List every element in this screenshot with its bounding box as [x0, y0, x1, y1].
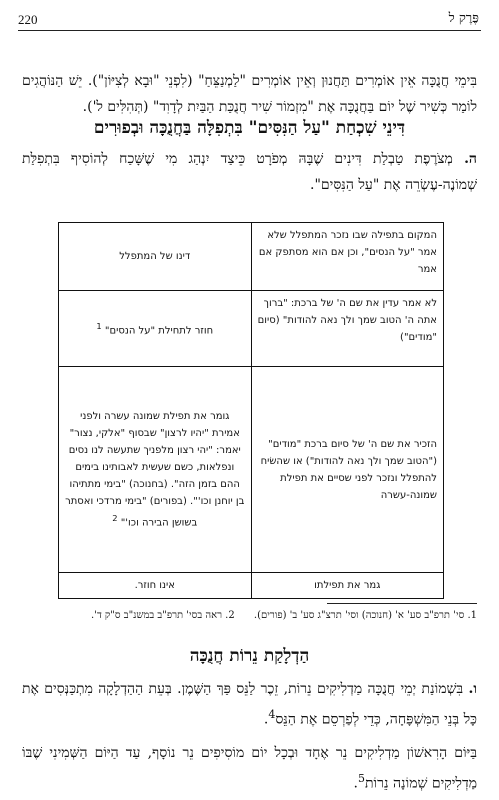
table-cell-law-text: חוזר לתחילת "על הנסים" — [104, 325, 214, 337]
footnote-divider — [327, 603, 477, 604]
paragraph-he — [22, 146, 477, 198]
table-cell-place: גמר את תפילתו — [251, 573, 444, 599]
rules-table — [58, 222, 444, 599]
intro-paragraph: בִּימֵי חֲנֻכָּה אֵין אוֹמְרִים תַּחֲנוּן וְאֵין אוֹמְרִים "לַמְנַצֵּחַ" (לִפְנֵי "וּבָא לְצִיּוֹן"). יֵשׁ הַנּוֹהֲגִים לוֹמַר כְּשִׁיר שֶׁל יוֹם בַּחֲנֻכָּה אֶת "מִזְמוֹר שִׁיר חֲנֻכַּת הַבַּיִת לְדָוִד" (תְּהִלִּים ל'). — [22, 73, 477, 115]
header-divider — [18, 30, 481, 31]
paragraph-letter: ו. — [468, 681, 477, 697]
table-row — [59, 367, 444, 573]
paragraph-text: בַּיּוֹם הָרִאשׁוֹן מַדְלִיקִים נֵר אֶחָד וּבְכָל יוֹם מוֹסִיפִים נֵר נוֹסָף, עַד הַיּוֹם הַשְּׁמִינִי שֶׁבּוֹ מַדְלִיקִים שְׁמוֹנָה נֵרוֹת — [22, 745, 477, 792]
paragraph-vav: ו. בִּשְׁמוֹנַת יְמֵי חֲנֻכָּה מַדְלִיקִים נֵרוֹת, זֵכֶר לַנֵּס פַּךְ הַשֶּׁמֶן. בְּעֵת הַהַדְלָקָה מִתְכַּנְּסִים אֶת כָּל בְּנֵי הַמִּשְׁפָּחָה, כְּדֵי לְפַרְסֵם אֶת הַנֵּס$^4$. — [22, 681, 477, 728]
table-row — [59, 573, 444, 599]
footnote-marker: 2 — [112, 512, 118, 523]
footnotes — [22, 609, 477, 623]
paragraph-letter: ה. — [464, 151, 477, 167]
section-heading-al-hanisim: דִּינֵי שִׁכְחַת "עַל הַנִּסִּים" בִּתְפִלָּה בַּחֲנֻכָּה וּבְפוּרִים — [93, 118, 406, 138]
paragraph-candles: בַּיּוֹם הָרִאשׁוֹן מַדְלִיקִים נֵר אֶחָד וּבְכָל יוֹם מוֹסִיפִים נֵר נוֹסָף, עַד הַיּוֹם הַשְּׁמִינִי שֶׁבּוֹ מַדְלִיקִים שְׁמוֹנָה נֵרוֹת$^5$. — [22, 745, 477, 792]
table-row — [59, 291, 444, 367]
paragraph-text: בִּשְׁמוֹנַת יְמֵי חֲנֻכָּה מַדְלִיקִים נֵרוֹת, זֵכֶר לַנֵּס פַּךְ הַשֶּׁמֶן. בְּעֵת הַהַדְלָקָה מִתְכַּנְּסִים אֶת כָּל בְּנֵי הַמִּשְׁפָּחָה, כְּדֵי לְפַרְסֵם אֶת הַנֵּס — [22, 681, 477, 728]
table-cell-law — [59, 367, 252, 573]
page-number: 220 — [18, 12, 38, 27]
table-header-law: דינו של המתפלל — [59, 223, 252, 291]
footnote-marker: 1 — [96, 320, 102, 331]
footnote-1: 1. סי' תרפ"ב סע' א' (חנוכה) וסי' תרצ"ג סע' ב' (פורים). — [253, 610, 477, 621]
paragraph-text: מְצֹרֶפֶת טַבְלַת דִּינִים שֶׁבָּהּ מְפֹרָט כֵּיצַד יִנְהַג מִי שֶׁשָּׁכַח לְהוֹסִיף בִּתְפִלַּת שְׁמוֹנֶה-עֶשְׂרֵה אֶת "עַל הַנִּסִּים". — [22, 151, 477, 193]
table-cell-place: לא אמר עדין את שם ה' של ברכת: "ברוך אתה ה' הטוב שמך ולך נאה להודות" (סיום "מודים") — [251, 291, 444, 367]
section-heading-candle-lighting: הַדְלָקַת נֵרוֹת חֲנֻכָּה — [189, 646, 310, 666]
table-cell-law-text: גומר את תפילת שמונה עשרה ולפני אמירת "יהיו לרצון" שבסוף "אלקי, נצור" יאמר: "יהי רצון מלפניך שתעשה לנו נסים ונפלאות, כשם שעשית לאבותינו בימים ההם בזמן הזה". (בחנוכה) "בימי מתתיהו בן יוחנן וכו'". (בפורים) "בימי מרדכי ואסתר בשושן הבירה וכו'" — [65, 410, 245, 529]
table-cell-law — [59, 291, 252, 367]
table-header-place: המקום בתפילה שבו נזכר המתפלל שלא אמר "על הנסים", וכן אם הוא מסתפק אם אמר — [251, 223, 444, 291]
table-cell-place: הזכיר את שם ה' של סיום ברכת "מודים" ("הטוב שמך ולך נאה להודות") או שהשׂיח להתפלל ונזכר לפני שסיים את תפילת שמונה-עשרה — [251, 367, 444, 573]
chapter-label: פֶּרֶק ל — [448, 11, 479, 26]
table-header-row — [59, 223, 444, 291]
footnote-marker: 5 — [358, 772, 365, 785]
footnote-marker: 4 — [268, 708, 276, 721]
table-cell-law: אינו חוזר. — [59, 573, 252, 599]
footnote-2: 2. ראה בסי' תרפ"ב במשנ"ב ס"ק ד'. — [91, 610, 235, 621]
